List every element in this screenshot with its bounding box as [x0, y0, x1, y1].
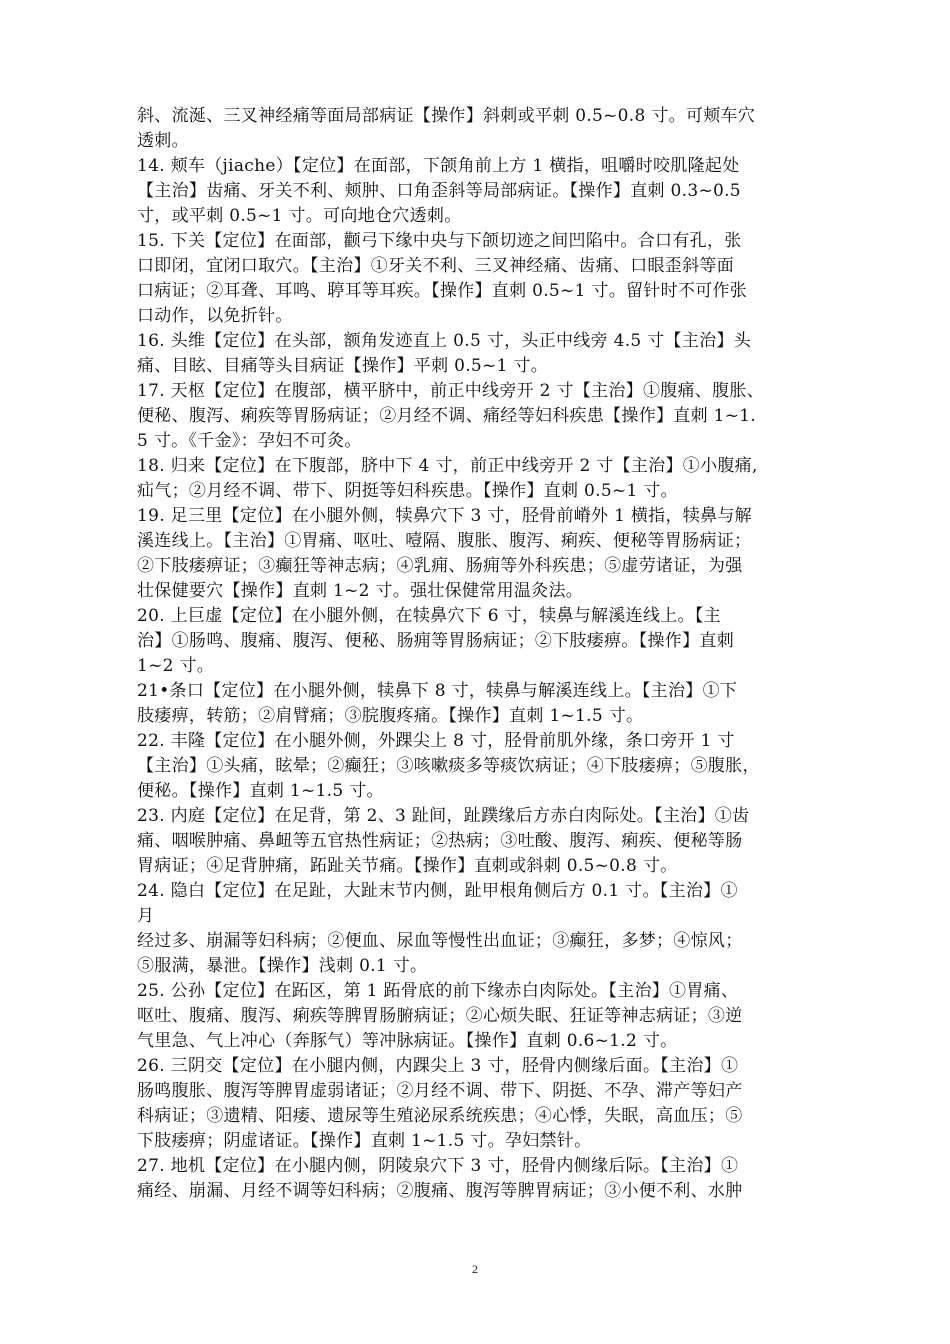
text-line: ②下肢痿痹证；③癫狂等神志病；④乳痈、肠痈等外科疾患；⑤虚劳诸证，为强	[137, 556, 743, 576]
text-line: 便秘、腹泻、痢疾等胃肠病证；②月经不调、痛经等妇科疾患【操作】直刺 1~1.	[137, 406, 757, 426]
text-line: 18. 归来【定位】在下腹部，脐中下 4 寸，前正中线旁开 2 寸【主治】①小腹痛,	[137, 456, 758, 476]
text-line: 科病证；③遗精、阳痿、遗尿等生殖泌尿系统疾患；④心悸，失眠，高血压；⑤	[137, 1106, 743, 1126]
text-line: 16. 头维【定位】在头部，额角发迹直上 0.5 寸，头正中线旁 4.5 寸【主治】头	[137, 331, 752, 351]
text-line: 23. 内庭【定位】在足背，第 2、3 趾间，趾蹼缘后方赤白肉际处。【主治】①齿	[137, 806, 750, 826]
text-line: 呕吐、腹痛、腹泻、痢疾等脾胃肠腑病证；②心烦失眠、狂证等神志病证；③逆	[137, 1006, 743, 1026]
text-line: 肢痿痹，转筋；②肩臂痛；③脘腹疼痛。【操作】直刺 1~1.5 寸。	[137, 706, 644, 726]
text-line: 寸，或平刺 0.5~1 寸。可向地仓穴透刺。	[137, 206, 462, 226]
text-line: 透刺。	[137, 131, 189, 151]
text-line: 17. 天枢【定位】在腹部，横平脐中，前正中线旁开 2 寸【主治】①腹痛、腹胀、	[137, 381, 765, 401]
text-line: 25. 公孙【定位】在跖区，第 1 跖骨底的前下缘赤白肉际处。【主治】①胃痛、	[137, 981, 739, 1001]
text-line: 26. 三阴交【定位】在小腿内侧，内踝尖上 3 寸，胫骨内侧缘后面。【主治】①	[137, 1056, 739, 1076]
text-line: 【主治】齿痛、牙关不利、颊肿、口角歪斜等局部病证。【操作】直刺 0.3~0.5	[137, 181, 741, 201]
text-line: 经过多、崩漏等妇科病；②便血、尿血等慢性出血证；③癫狂，多梦；④惊风；	[137, 931, 743, 951]
text-line: 口病证；②耳聋、耳鸣、聤耳等耳疾。【操作】直刺 0.5~1 寸。留针时不可作张	[137, 281, 748, 301]
text-line: 胃病证；④足背肿痛，跖趾关节痛。【操作】直刺或斜刺 0.5~0.8 寸。	[137, 856, 678, 876]
text-line: 疝气；②月经不调、带下、阴挺等妇科疾患。【操作】直刺 0.5~1 寸。	[137, 481, 678, 501]
text-line: 24. 隐白【定位】在足趾，大趾末节内侧，趾甲根角侧后方 0.1 寸。【主治】①	[137, 881, 738, 901]
text-line: 5 寸。《千金》：孕妇不可灸。	[137, 431, 362, 451]
text-line: 痛经、崩漏、月经不调等妇科病；②腹痛、腹泻等脾胃病证；③小便不利、水肿	[137, 1181, 743, 1201]
text-line: 20. 上巨虚【定位】在小腿外侧，在犊鼻穴下 6 寸，犊鼻与解溪连线上。【主	[137, 606, 721, 626]
text-line: 21•条口【定位】在小腿外侧，犊鼻下 8 寸，犊鼻与解溪连线上。【主治】①下	[137, 681, 738, 701]
text-line: 便秘。【操作】直刺 1~1.5 寸。	[137, 781, 384, 801]
text-line: 治】①肠鸣、腹痛、腹泻、便秘、肠痈等胃肠病证；②下肢痿痹。【操作】直刺	[137, 631, 734, 651]
text-line: 月	[137, 906, 155, 926]
text-line: 27. 地机【定位】在小腿内侧，阴陵泉穴下 3 寸，胫骨内侧缘后际。【主治】①	[137, 1156, 739, 1176]
text-line: 肠鸣腹胀、腹泻等脾胃虚弱诸证；②月经不调、带下、阴挺、不孕、滞产等妇产	[137, 1081, 743, 1101]
text-line: 15. 下关【定位】在面部，颧弓下缘中央与下颌切迹之间凹陷中。合口有孔，张	[137, 231, 742, 251]
body-text	[137, 104, 817, 1204]
page-number: 2	[472, 1262, 478, 1276]
text-line: ⑤服满，暴泄。【操作】浅刺 0.1 寸。	[137, 956, 428, 976]
text-line: 1~2 寸。	[137, 656, 215, 676]
text-line: 壮保健要穴【操作】直刺 1~2 寸。强壮保健常用温灸法。	[137, 581, 584, 601]
text-line: 19. 足三里【定位】在小腿外侧，犊鼻穴下 3 寸，胫骨前嵴外 1 横指，犊鼻与解	[137, 506, 752, 526]
text-line: 痛、目眩、目痛等头目病证【操作】平刺 0.5~1 寸。	[137, 356, 549, 376]
text-line: 气里急、气上冲心（奔豚气）等冲脉病证。【操作】直刺 0.6~1.2 寸。	[137, 1031, 678, 1051]
text-line: 口动作，以免折针。	[137, 306, 293, 326]
text-line: 斜、流涎、三叉神经痛等面局部病证【操作】斜刺或平刺 0.5~0.8 寸。可颊车穴	[137, 106, 756, 126]
text-line: 口即闭，宜闭口取穴。【主治】①牙关不利、三叉神经痛、齿痛、口眼歪斜等面	[137, 256, 734, 276]
text-line: 溪连线上。【主治】①胃痛、呕吐、噎隔、腹胀、腹泻、痢疾、便秘等胃肠病证；	[137, 531, 752, 551]
text-line: 下肢痿痹；阴虚诸证。【操作】直刺 1~1.5 寸。孕妇禁针。	[137, 1131, 592, 1151]
text-line: 痛、咽喉肿痛、鼻衄等五官热性病证；②热病；③吐酸、腹泻、痢疾、便秘等肠	[137, 831, 743, 851]
text-line: 14. 颊车（jiache）【定位】在面部，下颌角前上方 1 横指，咀嚼时咬肌隆起处	[137, 156, 740, 176]
text-line: 22. 丰隆【定位】在小腿外侧，外踝尖上 8 寸，胫骨前肌外缘，条口旁开 1 寸	[137, 731, 735, 751]
text-line: 【主治】①头痛，眩晕；②癫狂；③咳嗽痰多等痰饮病证；④下肢痿痹；⑤腹胀，	[137, 756, 760, 776]
